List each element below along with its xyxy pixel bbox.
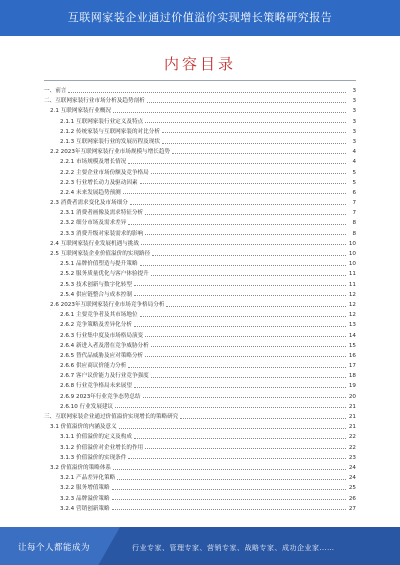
toc-entry-label: 3.2.3 品牌溢价策略 <box>60 495 110 502</box>
toc-leader-dots <box>134 285 346 286</box>
toc-leader-dots <box>145 234 346 235</box>
toc-entry-page: 5 <box>352 179 356 186</box>
toc-entry-label: 3.1.1 价值溢价的定义及构成 <box>60 434 132 441</box>
toc-entry[interactable] <box>44 443 356 453</box>
toc-entry-label: 2.5.2 服务质量优化与客户体验提升 <box>60 271 149 278</box>
toc-leader-dots <box>151 275 346 276</box>
toc-entry-label: 2.6.6 供应商议价能力分析 <box>60 363 127 370</box>
toc-entry-page: 12 <box>348 312 356 319</box>
toc-leader-dots <box>141 244 346 245</box>
toc-entry-page: 19 <box>348 383 356 390</box>
toc-entry[interactable] <box>44 331 356 341</box>
toc-entry-label: 2.2.3 行业增长动力及驱动因素 <box>60 179 138 186</box>
toc-entry-page: 3 <box>352 108 356 115</box>
toc-entry-page: 17 <box>348 363 356 370</box>
toc-entry[interactable] <box>44 392 356 402</box>
toc-entry-label: 2.6.3 行业集中度及市场格局演变 <box>60 332 144 339</box>
toc-leader-dots <box>113 112 346 113</box>
toc-entry[interactable] <box>44 168 356 178</box>
toc-entry[interactable] <box>44 229 356 239</box>
toc-entry[interactable] <box>44 453 356 463</box>
toc-leader-dots <box>119 428 346 429</box>
toc-entry[interactable] <box>44 259 356 269</box>
toc-entry[interactable] <box>44 280 356 290</box>
toc-entry-label: 2.5.1 品牌价值塑造与提升策略 <box>60 261 138 268</box>
toc-entry[interactable] <box>44 290 356 300</box>
toc-leader-dots <box>115 407 346 408</box>
toc-entry-page: 26 <box>348 495 356 502</box>
toc-entry-page: 24 <box>348 475 356 482</box>
toc-entry-label: 3.2.1 产品差异化策略 <box>60 475 116 482</box>
toc-entry[interactable] <box>44 381 356 391</box>
toc-entry-page: 3 <box>352 138 356 145</box>
toc-entry[interactable] <box>44 157 356 167</box>
toc-entry[interactable] <box>44 483 356 493</box>
toc-leader-dots <box>134 438 346 439</box>
toc-leader-dots <box>140 265 346 266</box>
toc-leader-dots <box>134 326 346 327</box>
toc-leader-dots <box>128 367 346 368</box>
toc-entry-page: 21 <box>348 424 356 431</box>
toc-entry[interactable] <box>44 178 356 188</box>
toc-entry-label: 3.2.2 服务增值策略 <box>60 485 110 492</box>
toc-entry[interactable] <box>44 239 356 249</box>
toc-entry-label: 2.6.1 主要竞争者及其市场地位 <box>60 312 138 319</box>
toc-entry-page: 14 <box>348 332 356 339</box>
toc-entry-label: 2.6 2023年互联网家装行业市场竞争格局分析 <box>50 301 165 308</box>
toc-entry-page: 27 <box>348 505 356 512</box>
toc-leader-dots <box>145 448 346 449</box>
toc-leader-dots <box>112 489 346 490</box>
heading-divider <box>44 80 356 81</box>
toc-entry-page: 11 <box>348 281 356 288</box>
toc-entry-page: 12 <box>348 291 356 298</box>
toc-entry-page: 7 <box>352 200 356 207</box>
toc-entry-label: 3.1.3 价值溢价的实现条件 <box>60 454 127 461</box>
toc-entry[interactable] <box>44 402 356 412</box>
toc-entry-page: 12 <box>348 301 356 308</box>
toc-entry[interactable] <box>44 106 356 116</box>
toc-entry-label: 2.4 互联网家装行业发展机遇与挑战 <box>50 240 139 247</box>
toc-entry-page: 16 <box>348 352 356 359</box>
toc-entry-label: 3.1.2 价值溢价对企业增长的作用 <box>60 444 144 451</box>
toc-leader-dots <box>145 122 346 123</box>
toc-entry-page: 3 <box>352 88 356 94</box>
toc-entry-page: 21 <box>348 414 356 420</box>
toc-entry-page: 25 <box>348 485 356 492</box>
toc-entry-page: 24 <box>348 464 356 471</box>
header-bar <box>0 0 400 36</box>
toc-leader-dots <box>134 295 346 296</box>
toc-entry-label: 2.3 消费者需求变化及市场细分 <box>50 200 128 207</box>
toc-leader-dots <box>162 143 346 144</box>
toc-leader-dots <box>151 173 346 174</box>
toc-entry[interactable] <box>44 341 356 351</box>
table-of-contents <box>44 86 356 514</box>
toc-entry[interactable] <box>44 269 356 279</box>
toc-entry[interactable] <box>44 504 356 514</box>
toc-entry-label: 2.5.3 技术创新与数字化转型 <box>60 281 132 288</box>
toc-leader-dots <box>145 214 346 215</box>
toc-leader-dots <box>143 397 346 398</box>
toc-entry[interactable] <box>44 371 356 381</box>
toc-leader-dots <box>162 132 346 133</box>
toc-leader-dots <box>172 153 346 154</box>
toc-entry[interactable] <box>44 473 356 483</box>
toc-entry-label: 2.3.1 消费者画像及需求特征分析 <box>60 210 144 217</box>
toc-entry-page: 10 <box>348 251 356 257</box>
toc-entry-page: 4 <box>352 149 356 156</box>
toc-entry-page: 13 <box>348 322 356 329</box>
toc-entry-page: 20 <box>348 393 356 400</box>
toc-entry-label: 2.3.2 细分市场及需求差异 <box>60 220 127 227</box>
toc-entry-label: 2.5 互联网家装企业价值溢价的实现路径 <box>50 251 151 257</box>
toc-leader-dots <box>128 163 346 164</box>
toc-entry-label: 2.2.1 市场规模及增长情况 <box>60 159 127 166</box>
toc-entry[interactable] <box>44 310 356 320</box>
toc-entry-label: 2.1.2 传统家装与互联网家装的对比分析 <box>60 128 160 135</box>
toc-entry-label: 2.6.9 2023年行业竞争态势总结 <box>60 393 141 400</box>
toc-entry[interactable] <box>44 117 356 127</box>
toc-entry[interactable] <box>44 432 356 442</box>
toc-leader-dots <box>151 377 346 378</box>
toc-entry-page: 10 <box>348 240 356 247</box>
toc-leader-dots <box>112 509 346 510</box>
toc-entry-label: 3.1 价值溢价的内涵及意义 <box>50 424 117 431</box>
toc-entry[interactable] <box>44 361 356 371</box>
toc-entry-label: 2.5.4 供应链整合与成本控制 <box>60 291 132 298</box>
toc-entry-label: 2.6.4 新进入者及潜在竞争威胁分析 <box>60 342 149 349</box>
toc-entry-page: 3 <box>352 118 356 125</box>
toc-leader-dots <box>180 418 346 419</box>
toc-entry-page: 8 <box>352 220 356 227</box>
toc-entry-page: 23 <box>348 454 356 461</box>
toc-entry-label: 2.3.3 消费升级对家装需求的影响 <box>60 230 144 237</box>
toc-entry-label: 2.6.10 行业发展建议 <box>60 403 114 410</box>
toc-entry-page: 5 <box>352 169 356 176</box>
footer-tagline: 行业专家、管理专家、营销专家、战略专家、成功企业家…… <box>132 544 335 552</box>
toc-entry[interactable] <box>44 147 356 157</box>
toc-entry-label: 2.6.5 替代品威胁及应对策略分析 <box>60 352 144 359</box>
footer-bar <box>0 527 400 565</box>
toc-entry-page: 15 <box>348 342 356 349</box>
toc-entry[interactable] <box>44 494 356 504</box>
toc-entry-page: 22 <box>348 444 356 451</box>
toc-entry-page: 3 <box>352 98 356 105</box>
toc-entry[interactable] <box>44 300 356 310</box>
toc-leader-dots <box>68 92 346 93</box>
toc-entry-page: 6 <box>352 189 356 196</box>
toc-leader-dots <box>128 224 346 225</box>
report-title: 互联网家装企业通过价值溢价实现增长策略研究报告 <box>67 11 333 24</box>
toc-leader-dots <box>123 193 346 194</box>
toc-entry-label: 二、互联网家装行业市场分析及趋势剖析 <box>44 98 145 105</box>
toc-entry-label: 2.6.8 行业竞争格局未来展望 <box>60 383 132 390</box>
toc-leader-dots <box>145 336 346 337</box>
toc-leader-dots <box>112 499 346 500</box>
toc-entry-label: 2.1 互联网家装行业概况 <box>50 108 112 115</box>
toc-entry[interactable] <box>44 351 356 361</box>
toc-entry-label: 2.6.7 客户议价能力及行业竞争强度 <box>60 373 149 380</box>
toc-entry[interactable] <box>44 137 356 147</box>
toc-leader-dots <box>140 183 346 184</box>
toc-entry-label: 3.2.4 营销创新策略 <box>60 505 110 512</box>
toc-leader-dots <box>151 346 346 347</box>
toc-entry-label: 2.2.4 未来发展趋势预测 <box>60 189 121 196</box>
toc-entry-label: 2.1.1 互联网家装行业定义及特点 <box>60 118 144 125</box>
toc-entry[interactable] <box>44 422 356 432</box>
toc-entry[interactable] <box>44 86 356 96</box>
toc-entry-label: 2.2 2023年互联网家装行业市场规模与增长趋势 <box>50 149 171 156</box>
toc-leader-dots <box>113 469 346 470</box>
toc-entry-page: 7 <box>352 210 356 217</box>
toc-entry-page: 10 <box>348 261 356 268</box>
toc-entry[interactable] <box>44 208 356 218</box>
toc-entry-label: 3.2 价值溢价的策略体系 <box>50 464 112 471</box>
toc-leader-dots <box>117 479 346 480</box>
toc-entry[interactable] <box>44 96 356 106</box>
toc-entry-page: 4 <box>352 159 356 166</box>
toc-leader-dots <box>147 102 346 103</box>
toc-entry-page: 18 <box>348 373 356 380</box>
toc-entry-page: 22 <box>348 434 356 441</box>
toc-entry-page: 3 <box>352 128 356 135</box>
toc-entry[interactable] <box>44 249 356 259</box>
toc-leader-dots <box>130 204 346 205</box>
toc-leader-dots <box>140 316 346 317</box>
toc-entry-label: 2.6.2 竞争策略及差异化分析 <box>60 322 132 329</box>
toc-entry[interactable] <box>44 320 356 330</box>
toc-entry[interactable] <box>44 412 356 422</box>
toc-leader-dots <box>152 255 346 256</box>
toc-leader-dots <box>134 387 346 388</box>
toc-entry[interactable] <box>44 218 356 228</box>
footer-slogan: 让每个人都能成为 <box>18 543 91 553</box>
toc-leader-dots <box>166 306 346 307</box>
toc-entry-page: 11 <box>348 271 356 278</box>
toc-entry[interactable] <box>44 127 356 137</box>
toc-entry[interactable] <box>44 198 356 208</box>
toc-entry-label: 三、互联网家装企业通过价值溢价实现增长的策略研究 <box>44 414 179 420</box>
toc-entry[interactable] <box>44 463 356 473</box>
toc-entry[interactable] <box>44 188 356 198</box>
toc-entry-label: 一、前言 <box>44 88 67 94</box>
toc-heading: 内容目录 <box>163 55 236 73</box>
toc-entry-label: 2.1.3 互联网家装行业的发展历程及现状 <box>60 138 160 145</box>
toc-leader-dots <box>145 356 346 357</box>
toc-entry-page: 8 <box>352 230 356 237</box>
toc-entry-page: 21 <box>348 403 356 410</box>
toc-entry-label: 2.2.2 主要企业市场份额及竞争格局 <box>60 169 149 176</box>
toc-leader-dots <box>128 458 346 459</box>
